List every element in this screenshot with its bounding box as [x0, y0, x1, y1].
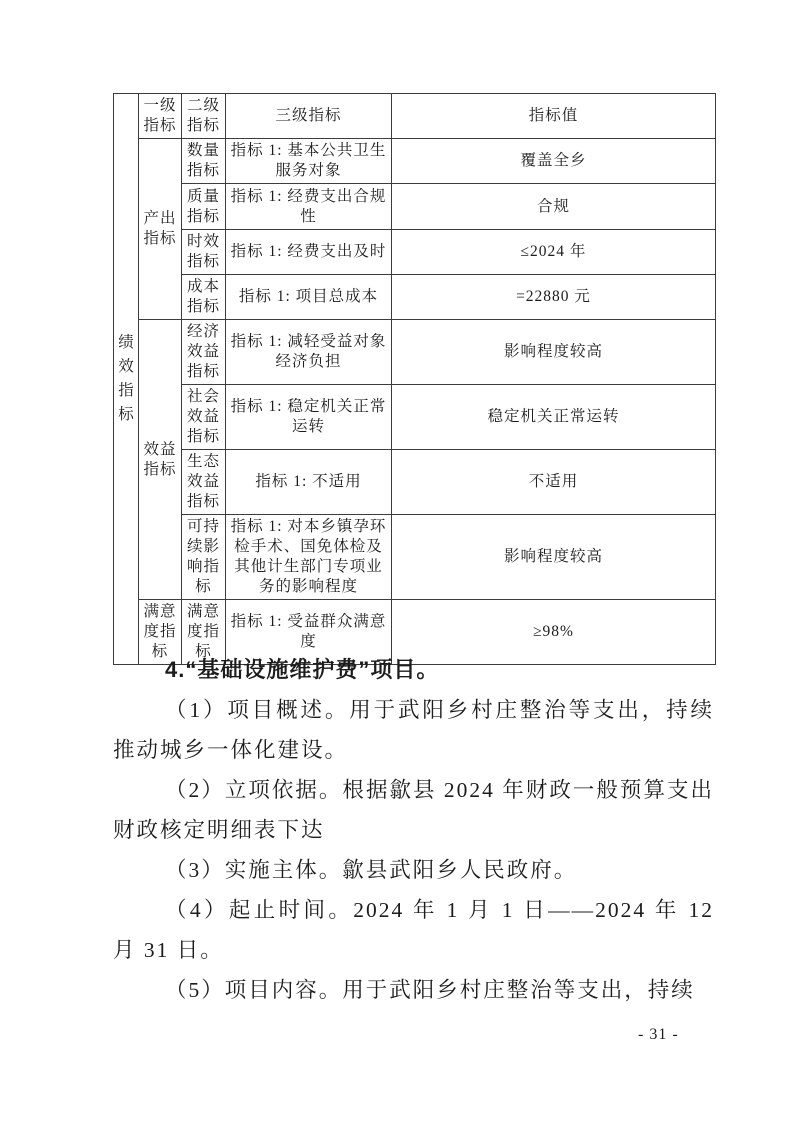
- performance-indicator-table: [113, 93, 715, 665]
- level2-cell: 时效指标: [182, 230, 226, 275]
- indicator-cell: 指标 1: 受益群众满意度: [226, 600, 392, 665]
- level2-cell: 经济效益指标: [182, 320, 226, 385]
- value-cell: 不适用: [392, 450, 716, 515]
- paragraph-project-overview: （1）项目概述。用于武阳乡村庄整治等支出，持续推动城乡一体化建设。: [113, 698, 714, 762]
- value-cell: 覆盖全乡: [392, 139, 716, 184]
- level2-cell: 数量指标: [182, 139, 226, 184]
- value-cell: ≥98%: [392, 600, 716, 665]
- level2-cell: 成本指标: [182, 275, 226, 320]
- indicator-cell: 指标 1: 经费支出及时: [226, 230, 392, 275]
- value-cell: 合规: [392, 184, 716, 230]
- level1-cell: 产出指标: [139, 139, 182, 320]
- section-heading: 4.“基础设施维护费”项目。: [165, 657, 440, 682]
- value-cell: =22880 元: [392, 275, 716, 320]
- indicator-cell: 指标 1: 对本乡镇孕环检手术、国免体检及其他计生部门专项业务的影响程度: [226, 515, 392, 600]
- header-value: 指标值: [392, 94, 716, 139]
- header-level2: 二级指标: [182, 94, 226, 139]
- paragraph-project-content: （5）项目内容。用于武阳乡村庄整治等支出，持续: [165, 978, 695, 1002]
- page-number: - 31 -: [638, 1026, 679, 1043]
- indicator-cell: 指标 1: 不适用: [226, 450, 392, 515]
- level1-cell: 满意度指标: [139, 600, 182, 665]
- paragraph-approval-basis: （2）立项依据。根据歙县 2024 年财政一般预算支出财政核定明细表下达: [113, 778, 714, 842]
- indicator-cell: 指标 1: 稳定机关正常运转: [226, 385, 392, 450]
- value-cell: 稳定机关正常运转: [392, 385, 716, 450]
- value-cell: ≤2024 年: [392, 230, 716, 275]
- indicator-cell: 指标 1: 基本公共卫生服务对象: [226, 139, 392, 184]
- level2-cell: 满意度指标: [182, 600, 226, 665]
- level2-cell: 质量指标: [182, 184, 226, 230]
- level2-cell: 社会效益指标: [182, 385, 226, 450]
- row-group-label: 绩效指标: [114, 94, 139, 665]
- level1-cell: 效益指标: [139, 320, 182, 600]
- indicator-cell: 指标 1: 项目总成本: [226, 275, 392, 320]
- indicator-cell: 指标 1: 减轻受益对象经济负担: [226, 320, 392, 385]
- value-cell: 影响程度较高: [392, 515, 716, 600]
- level2-cell: 生态效益指标: [182, 450, 226, 515]
- level2-cell: 可持续影响指标: [182, 515, 226, 600]
- value-cell: 影响程度较高: [392, 320, 716, 385]
- paragraph-implementing-body: （3）实施主体。歙县武阳乡人民政府。: [165, 858, 578, 882]
- header-level1: 一级指标: [139, 94, 182, 139]
- indicator-cell: 指标 1: 经费支出合规性: [226, 184, 392, 230]
- section-body: [113, 650, 714, 1010]
- paragraph-time-span: （4）起止时间。2024 年 1 月 1 日——2024 年 12 月 31 日。: [113, 898, 714, 962]
- header-level3: 三级指标: [226, 94, 392, 139]
